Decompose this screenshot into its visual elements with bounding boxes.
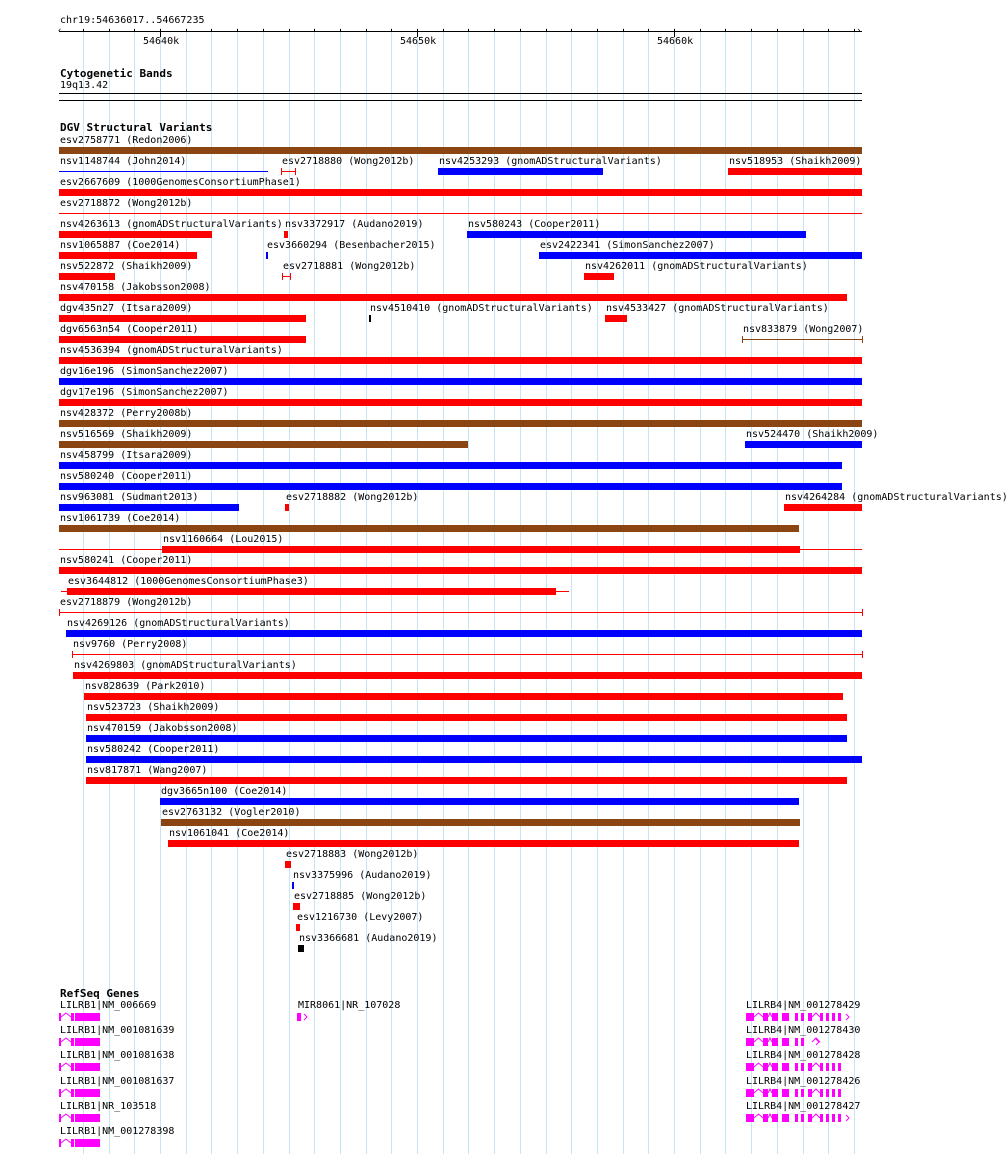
- dgv-feature-end-cap: [282, 273, 283, 280]
- grid-line: [648, 28, 649, 1154]
- dgv-feature-label: nsv9760 (Perry2008): [73, 639, 188, 650]
- ruler-minor-tick: [571, 29, 572, 32]
- dgv-feature-label: nsv4264284 (gnomADStructuralVariants): [785, 492, 1008, 503]
- ruler-minor-tick: [854, 29, 855, 32]
- dgv-feature-label: dgv16e196 (SimonSanchez2007): [60, 366, 229, 377]
- gene-model-glyph: [746, 1037, 876, 1047]
- dgv-feature-bar: [298, 945, 304, 952]
- dgv-feature-bar: [539, 252, 862, 259]
- dgv-feature-bar: [59, 171, 268, 172]
- gene-model-glyph: [59, 1088, 189, 1098]
- dgv-feature-bar: [67, 588, 556, 595]
- dgv-feature-label: nsv817871 (Wang2007): [87, 765, 208, 776]
- gene-model-glyph: [297, 1012, 427, 1022]
- dgv-feature-bar: [784, 504, 862, 511]
- dgv-feature-label: esv1216730 (Levy2007): [297, 912, 424, 923]
- ruler-minor-tick: [494, 29, 495, 32]
- dgv-feature-end-cap: [742, 336, 743, 343]
- gene-label: LILRB1|NM_001278398: [60, 1126, 175, 1137]
- dgv-feature-end-cap: [293, 903, 294, 910]
- dgv-feature-bar: [438, 168, 603, 175]
- dgv-feature-end-cap: [862, 609, 863, 616]
- dgv-feature-bar: [584, 273, 614, 280]
- dgv-feature-bar: [369, 315, 371, 322]
- dgv-feature-label: nsv522872 (Shaikh2009): [60, 261, 193, 272]
- dgv-feature-label: nsv458799 (Itsara2009): [60, 450, 193, 461]
- dgv-feature-label: nsv4533427 (gnomADStructuralVariants): [606, 303, 829, 314]
- dgv-feature-bar: [59, 612, 862, 613]
- dgv-feature-bar: [292, 882, 294, 889]
- dgv-feature-bar: [59, 147, 862, 154]
- dgv-feature-bar: [742, 339, 862, 340]
- dgv-feature-label: nsv580242 (Cooper2011): [87, 744, 220, 755]
- dgv-feature-label: nsv4253293 (gnomADStructuralVariants): [439, 156, 662, 167]
- dgv-feature-bar: [86, 756, 862, 763]
- dgv-feature-label: dgv3665n100 (Coe2014): [161, 786, 288, 797]
- dgv-feature-label: nsv4263613 (gnomADStructuralVariants): [60, 219, 283, 230]
- dgv-feature-end-cap: [290, 861, 291, 868]
- dgv-feature-label: nsv1148744 (John2014): [60, 156, 187, 167]
- dgv-feature-label: nsv518953 (Shaikh2009): [729, 156, 862, 167]
- dgv-feature-label: esv3660294 (Besenbacher2015): [267, 240, 436, 251]
- cytoband-label: 19q13.42: [60, 80, 109, 91]
- dgv-feature-label: nsv580243 (Cooper2011): [468, 219, 601, 230]
- dgv-feature-bar: [160, 798, 799, 805]
- region-label: chr19:54636017..54667235: [60, 15, 205, 26]
- gene-label: MIR8061|NR_107028: [298, 1000, 401, 1011]
- dgv-feature-bar: [59, 525, 799, 532]
- dgv-feature-label: esv2718883 (Wong2012b): [286, 849, 419, 860]
- dgv-feature-bar: [59, 213, 862, 214]
- dgv-feature-bar: [59, 189, 862, 196]
- dgv-feature-label: esv2718881 (Wong2012b): [283, 261, 416, 272]
- dgv-feature-end-cap: [72, 651, 73, 658]
- refseq-track-title: RefSeq Genes: [60, 987, 140, 1000]
- dgv-feature-label: nsv828639 (Park2010): [85, 681, 206, 692]
- dgv-feature-bar: [59, 231, 212, 238]
- dgv-feature-label: nsv1065887 (Coe2014): [60, 240, 181, 251]
- dgv-feature-label: nsv580241 (Cooper2011): [60, 555, 193, 566]
- dgv-feature-label: dgv435n27 (Itsara2009): [60, 303, 193, 314]
- ruler-minor-tick: [648, 29, 649, 32]
- dgv-feature-label: nsv3375996 (Audano2019): [293, 870, 432, 881]
- ruler-minor-tick: [314, 29, 315, 32]
- ruler-minor-tick: [263, 29, 264, 32]
- dgv-feature-label: nsv3366681 (Audano2019): [299, 933, 438, 944]
- dgv-feature-bar: [266, 252, 268, 259]
- ruler-minor-tick: [289, 29, 290, 32]
- gene-label: LILRB1|NM_006669: [60, 1000, 157, 1011]
- dgv-feature-bar: [59, 273, 115, 280]
- dgv-feature-bar: [86, 735, 847, 742]
- grid-line: [571, 28, 572, 1154]
- gene-label: LILRB4|NM_001278426: [746, 1075, 861, 1087]
- grid-line: [803, 28, 804, 1154]
- dgv-feature-end-cap: [862, 336, 863, 343]
- dgv-feature-bar: [59, 357, 862, 364]
- dgv-feature-bar: [605, 315, 627, 322]
- dgv-track-title: DGV Structural Variants: [60, 121, 213, 134]
- ruler-minor-tick: [828, 29, 829, 32]
- dgv-feature-label: esv2667609 (1000GenomesConsortiumPhase1): [60, 177, 301, 188]
- dgv-feature-end-cap: [295, 168, 296, 175]
- dgv-feature-bar: [59, 567, 862, 574]
- dgv-feature-bar: [728, 168, 862, 175]
- dgv-feature-label: nsv1061041 (Coe2014): [169, 828, 290, 839]
- dgv-feature-bar: [59, 252, 197, 259]
- dgv-feature-label: dgv6563n54 (Cooper2011): [60, 324, 199, 335]
- dgv-feature-bar: [66, 630, 862, 637]
- dgv-feature-bar: [72, 654, 862, 655]
- dgv-feature-label: nsv3372917 (Audano2019): [285, 219, 424, 230]
- dgv-feature-bar: [284, 231, 288, 238]
- dgv-feature-end-cap: [290, 273, 291, 280]
- grid-line: [700, 28, 701, 1154]
- gene-label: LILRB1|NR_103518: [60, 1100, 157, 1112]
- dgv-feature-label: esv2718882 (Wong2012b): [286, 492, 419, 503]
- dgv-feature-label: nsv524470 (Shaikh2009): [746, 429, 879, 440]
- grid-line: [751, 28, 752, 1154]
- dgv-feature-bar: [86, 714, 847, 721]
- ruler-minor-tick: [186, 29, 187, 32]
- ruler-minor-tick: [211, 29, 212, 32]
- ruler-label: 54640k: [143, 36, 180, 47]
- dgv-feature-bar: [59, 399, 862, 406]
- ruler-axis: [59, 31, 862, 32]
- ruler-minor-tick: [623, 29, 624, 32]
- ruler-arrow-left-icon: ‹: [57, 26, 63, 36]
- dgv-feature-bar: [84, 693, 843, 700]
- dgv-feature-label: nsv4269126 (gnomADStructuralVariants): [67, 618, 290, 629]
- gene-label: LILRB1|NM_001081639: [60, 1025, 175, 1037]
- ruler-minor-tick: [751, 29, 752, 32]
- ruler-minor-tick: [83, 29, 84, 32]
- dgv-feature-bar: [59, 504, 239, 511]
- dgv-feature-bar: [281, 171, 295, 172]
- ruler-minor-tick: [109, 29, 110, 32]
- dgv-feature-bar: [282, 276, 290, 277]
- ruler-minor-tick: [725, 29, 726, 32]
- dgv-feature-bar: [745, 441, 862, 448]
- dgv-feature-bar: [59, 441, 468, 448]
- dgv-feature-label: esv2422341 (SimonSanchez2007): [540, 240, 715, 251]
- gene-label: LILRB4|NM_001278428: [746, 1050, 861, 1062]
- gene-model-glyph: [746, 1062, 876, 1072]
- dgv-feature-bar: [59, 483, 842, 490]
- dgv-feature-bar: [467, 231, 806, 238]
- dgv-feature-label: esv2763132 (Vogler2010): [162, 807, 301, 818]
- gene-model-glyph: [59, 1012, 189, 1022]
- dgv-feature-label: nsv4510410 (gnomADStructuralVariants): [370, 303, 593, 314]
- dgv-feature-end-cap: [59, 609, 60, 616]
- dgv-feature-bar: [168, 840, 799, 847]
- dgv-feature-label: nsv470158 (Jakobsson2008): [60, 282, 211, 293]
- dgv-feature-label: nsv1061739 (Coe2014): [60, 513, 181, 524]
- ruler-minor-tick: [366, 29, 367, 32]
- gene-label: LILRB4|NM_001278430: [746, 1025, 861, 1037]
- dgv-feature-bar: [73, 672, 862, 679]
- gene-model-glyph: [746, 1113, 876, 1123]
- dgv-feature-bar: [285, 504, 289, 511]
- grid-line: [674, 28, 675, 1154]
- ruler-arrow-right-icon: ›: [856, 26, 862, 36]
- ruler-minor-tick: [237, 29, 238, 32]
- dgv-feature-bar: [59, 315, 306, 322]
- dgv-feature-label: nsv4536394 (gnomADStructuralVariants): [60, 345, 283, 356]
- grid-line: [597, 28, 598, 1154]
- dgv-feature-bar: [59, 378, 862, 385]
- gene-model-glyph: [59, 1062, 189, 1072]
- dgv-feature-label: nsv470159 (Jakobsson2008): [87, 723, 238, 734]
- dgv-feature-label: esv2718885 (Wong2012b): [294, 891, 427, 902]
- gene-model-glyph: [746, 1088, 876, 1098]
- dgv-feature-label: nsv833879 (Wong2007): [743, 324, 864, 335]
- dgv-feature-bar: [296, 924, 300, 931]
- cytoband-track-title: Cytogenetic Bands: [60, 67, 173, 80]
- gene-model-glyph: [59, 1138, 189, 1148]
- grid-line: [725, 28, 726, 1154]
- dgv-feature-label: nsv1160664 (Lou2015): [163, 534, 284, 545]
- dgv-feature-label: esv2718872 (Wong2012b): [60, 198, 193, 209]
- ruler-minor-tick: [803, 29, 804, 32]
- dgv-feature-bar: [59, 462, 842, 469]
- dgv-feature-end-cap: [281, 168, 282, 175]
- grid-line: [828, 28, 829, 1154]
- dgv-feature-label: nsv963081 (Sudmant2013): [60, 492, 199, 503]
- dgv-feature-label: esv2718880 (Wong2012b): [282, 156, 415, 167]
- dgv-feature-bar: [59, 420, 862, 427]
- ruler-label: 54650k: [400, 36, 437, 47]
- gene-model-glyph: [59, 1037, 189, 1047]
- dgv-feature-label: nsv580240 (Cooper2011): [60, 471, 193, 482]
- gene-label: LILRB1|NM_001081637: [60, 1075, 175, 1087]
- dgv-feature-bar: [161, 819, 800, 826]
- ruler-minor-tick: [340, 29, 341, 32]
- grid-line: [777, 28, 778, 1154]
- ruler-minor-tick: [134, 29, 135, 32]
- dgv-feature-label: esv3644812 (1000GenomesConsortiumPhase3): [68, 576, 309, 587]
- ruler-label: 54660k: [657, 36, 694, 47]
- dgv-feature-end-cap: [862, 651, 863, 658]
- dgv-feature-label: nsv523723 (Shaikh2009): [87, 702, 220, 713]
- ruler-minor-tick: [391, 29, 392, 32]
- dgv-feature-bar: [86, 777, 847, 784]
- dgv-feature-label: nsv4262011 (gnomADStructuralVariants): [585, 261, 808, 272]
- ruler-minor-tick: [520, 29, 521, 32]
- dgv-feature-label: esv2718879 (Wong2012b): [60, 597, 193, 608]
- gene-label: LILRB4|NM_001278429: [746, 1000, 861, 1011]
- dgv-feature-label: nsv4269803 (gnomADStructuralVariants): [74, 660, 297, 671]
- dgv-feature-bar: [162, 546, 800, 553]
- dgv-feature-label: dgv17e196 (SimonSanchez2007): [60, 387, 229, 398]
- ruler-minor-tick: [443, 29, 444, 32]
- ruler-minor-tick: [546, 29, 547, 32]
- dgv-feature-bar: [59, 294, 847, 301]
- dgv-feature-label: nsv428372 (Perry2008b): [60, 408, 193, 419]
- grid-line: [854, 28, 855, 1154]
- dgv-feature-bar: [59, 336, 306, 343]
- ruler-minor-tick: [777, 29, 778, 32]
- grid-line: [623, 28, 624, 1154]
- dgv-feature-end-cap: [285, 861, 286, 868]
- ruler-minor-tick: [700, 29, 701, 32]
- gene-model-glyph: [59, 1113, 189, 1123]
- ruler-minor-tick: [597, 29, 598, 32]
- gene-model-glyph: [746, 1012, 876, 1022]
- gene-label: LILRB1|NM_001081638: [60, 1050, 175, 1062]
- ruler-minor-tick: [468, 29, 469, 32]
- gene-label: LILRB4|NM_001278427: [746, 1100, 861, 1112]
- dgv-feature-label: nsv516569 (Shaikh2009): [60, 429, 193, 440]
- dgv-feature-end-cap: [299, 903, 300, 910]
- dgv-feature-label: esv2758771 (Redon2006): [60, 135, 193, 146]
